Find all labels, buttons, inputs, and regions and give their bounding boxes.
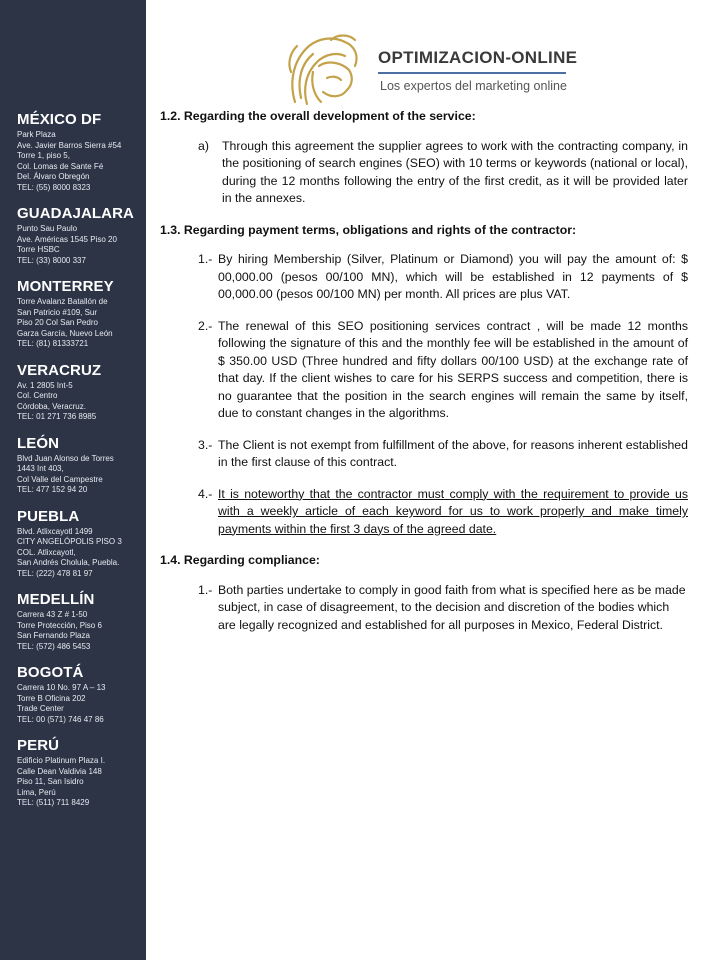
office-address-line: San Andrés Cholula, Puebla. <box>17 558 120 567</box>
office-city: GUADAJALARA <box>17 205 134 222</box>
office-address-line: Col Valle del Campestre <box>17 474 103 484</box>
office-address-line: TEL: (511) 711 8429 <box>17 798 90 807</box>
office-sidebar <box>0 0 146 960</box>
clause-marker: 1.- <box>198 582 213 597</box>
office-block <box>17 434 142 496</box>
clause-text: Both parties undertake to comply in good faith from what is specified here as be made subject, in case of disagreement, to the decision and discretion of the bodies which are legally recognized and established for all purposes in Mexico, Federal District. <box>218 582 686 632</box>
office-address-line: Garza García, Nuevo León <box>17 328 113 338</box>
section-heading-1-3: 1.3. Regarding payment terms, obligations and rights of the contractor: <box>160 222 577 237</box>
clause-marker: a) <box>198 138 209 153</box>
office-block <box>17 590 142 652</box>
office-address-line: Córdoba, Veracruz. <box>17 401 86 411</box>
clause-1-3-4 <box>160 486 688 539</box>
office-address-line: San Fernando Plaza <box>17 631 90 640</box>
office-address-line: TEL: (33) 8000 337 <box>17 255 86 265</box>
clause-1-3-2 <box>160 318 688 423</box>
office-address-line: Trade Center <box>17 704 64 713</box>
office-address-line: CITY ANGELÓPOLIS PISO 3 <box>17 537 122 546</box>
office-block <box>17 736 142 809</box>
office-address-line: Torre 1, piso 5, <box>17 151 70 160</box>
office-address-line: Carrera 10 No. 97 A – 13 <box>17 683 106 692</box>
clause-text: The Client is not exempt from fulfillment of the above, for reasons inherent established in the first clause of this contract. <box>218 437 688 469</box>
section-heading-1-2: 1.2. Regarding the overall development of the service: <box>160 109 476 123</box>
office-city: VERACRUZ <box>17 361 102 379</box>
office-block <box>17 361 142 423</box>
office-block <box>17 277 142 350</box>
office-city: PUEBLA <box>17 507 80 525</box>
office-address-line: San Patricio #109, Sur <box>17 307 98 317</box>
office-address-line: Torre Protección, Piso 6 <box>17 620 102 630</box>
clause-marker: 1.- <box>198 252 213 266</box>
office-address-line: Calle Dean Valdivia 148 <box>17 766 102 776</box>
office-address-line: Torre Avalanz Batallón de <box>17 297 108 306</box>
office-address-line: Lima, Perú <box>17 787 56 797</box>
office-city: MEDELLÍN <box>17 591 95 608</box>
office-address-line: Blvd Juan Alonso de Torres <box>17 453 114 463</box>
office-address-line: Av. 1 2805 Int-5 <box>17 380 73 390</box>
office-address-line: Punto Sau Paulo <box>17 224 78 233</box>
office-address-line: TEL: (55) 8000 8323 <box>17 182 91 192</box>
office-address-line: Park Plaza <box>17 130 56 139</box>
clause-text: Through this agreement the supplier agrees to work with the contracting company, in the positioning of search engines (SEO) with 10 terms or keywords (national or local), during the 12 months following the entry of the first credit, as it will be provided later in the annexes. <box>222 138 688 205</box>
office-list <box>17 110 142 820</box>
clause-text: It is noteworthy that the contractor must comply with the requirement to provide us with a weekly article of each keyword for us to work properly and make timely payments within the first 3 days of the agreed date. <box>218 486 688 536</box>
office-city: BOGOTÁ <box>17 664 84 681</box>
brand-divider <box>378 72 566 74</box>
office-address-line: Ave. Javier Barros Sierra #54 <box>17 140 122 150</box>
contract-body <box>160 108 688 648</box>
office-address-line: Col. Lomas de Sante Fé <box>17 161 104 171</box>
office-address-line: TEL: 00 (571) 746 47 86 <box>17 714 104 724</box>
office-address-line: Piso 20 Col San Pedro <box>17 318 98 327</box>
office-address-line: Col. Centro <box>17 391 58 400</box>
office-block <box>17 110 142 193</box>
office-address-line: Edificio Platinum Plaza I. <box>17 756 106 765</box>
office-address-line: 1443 Int 403, <box>17 464 64 473</box>
brand-name: OPTIMIZACION-ONLINE <box>378 48 578 67</box>
office-address-line: TEL: (572) 486 5453 <box>17 641 91 651</box>
office-block <box>17 663 142 725</box>
office-city: PERÚ <box>17 737 60 754</box>
office-block <box>17 507 142 580</box>
clause-marker: 3.- <box>198 437 213 452</box>
office-address-line: TEL: 477 152 94 20 <box>17 485 88 494</box>
clause-1-2-a <box>160 138 688 208</box>
office-address-line: Carrera 43 Z # 1-50 <box>17 610 88 619</box>
office-address-line: Piso 11, San Isidro <box>17 777 84 786</box>
clause-marker: 2.- <box>198 318 213 333</box>
office-address-line: Blvd. Atlixcayotl 1499 <box>17 526 93 536</box>
office-address-line: TEL: (222) 478 81 97 <box>17 568 93 578</box>
clause-marker: 4.- <box>198 486 213 501</box>
office-address-line: TEL: (81) 81333721 <box>17 339 89 348</box>
clause-1-3-1 <box>160 251 688 304</box>
office-city: LEÓN <box>17 434 60 452</box>
office-address-line: COL. Atlixcayotl, <box>17 547 76 557</box>
office-city: MÉXICO DF <box>17 111 102 128</box>
office-city: MONTERREY <box>17 278 114 295</box>
office-address-line: Torre B Oficina 202 <box>17 693 86 703</box>
office-address-line: Torre HSBC <box>17 245 60 254</box>
office-address-line: Ave. Américas 1545 Piso 20 <box>17 234 117 244</box>
clause-1-3-3 <box>160 437 688 472</box>
clause-text: By hiring Membership (Silver, Platinum or Diamond) you will pay the amount of: $ 00,000.00 (pesos 00/100 MN), which will be established in 12 payments of $ 00,000.00 (pesos 00/100 MN) per month. All prices are plus VAT. <box>218 252 688 301</box>
section-heading-1-4: 1.4. Regarding compliance: <box>160 553 320 567</box>
office-block <box>17 204 142 266</box>
brand-tagline: Los expertos del marketing online <box>380 79 567 93</box>
clause-text: The renewal of this SEO positioning services contract , will be made 12 months following the signature of this and the monthly fee will be established in the amount of $ 350.00 USD (Three hundred and fifty dollars 00/100 USD) at the exchange rate of that day. If the client wishes to care for his SERPS success and competition, there is no guarantee that the position in the search engines will remain the same by itself, due to constant changes in the algorithms. <box>218 318 688 420</box>
office-address-line: TEL: 01 271 736 8985 <box>17 412 97 421</box>
clause-1-4-1 <box>160 582 688 635</box>
office-address-line: Del. Álvaro Obregón <box>17 172 90 181</box>
